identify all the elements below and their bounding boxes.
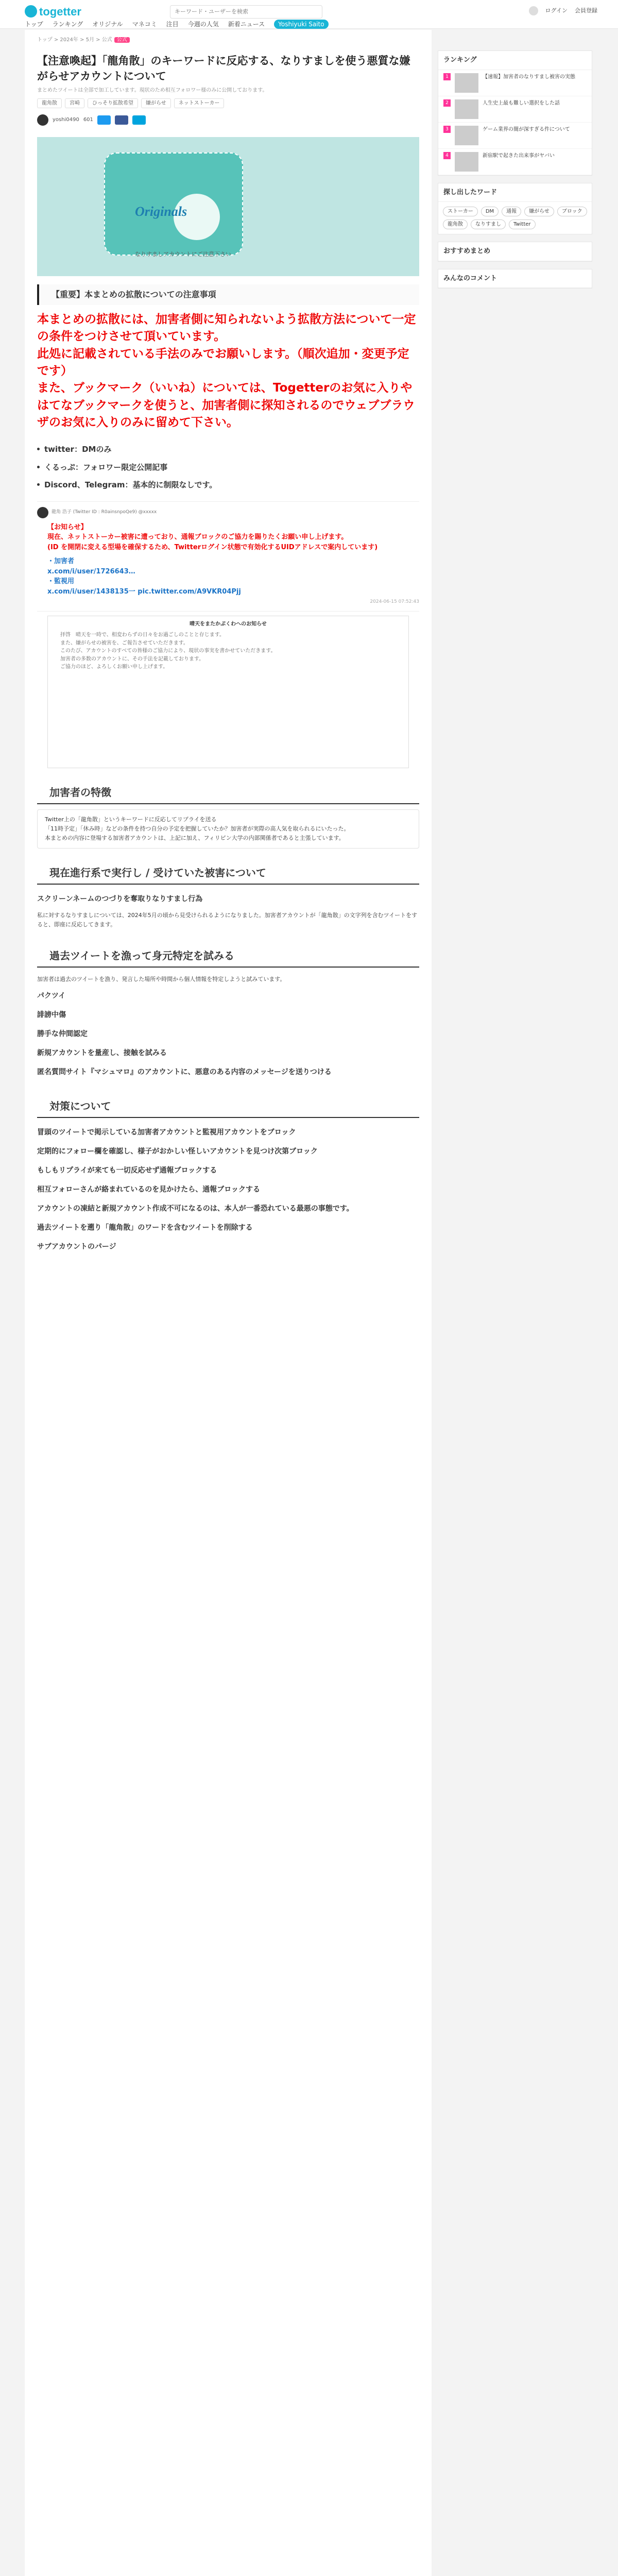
sub-heading: スクリーンネームのつづりを奪取りなりすまし行為 [37,895,203,904]
tweet-link-attacker[interactable]: ・加害者 x.com/i/user/1726643… [47,557,135,575]
main-nav [25,20,329,29]
sub-heading: 誹謗中傷 [37,1010,66,1019]
word-chip[interactable]: 嫌がらせ [524,207,554,216]
nav-item[interactable]: 注目 [166,21,179,28]
share-rules-list [25,437,432,497]
word-chip[interactable]: ブロック [557,207,587,216]
attacker-traits-box: Twitter上の「龍角散」というキーワードに反応してリプライを送る 「11時予定」「休み時」などの条件を持つ自分の予定を把握していたか？加害者が実際の高人気を取られるにいたった。 本まとめの内容に登場する加害者アカウントは、上記に加え、フィリピン大学の内部関係者であると主張しています。 [37,809,419,849]
nav-item[interactable]: マネコミ [132,21,157,28]
nav-item[interactable]: ランキング [52,21,83,28]
hero-image [37,137,419,276]
rank-number: 1 [443,73,451,80]
list-item: Discord、Telegram：基本的に制限なしです。 [37,476,419,494]
share-twitter-icon[interactable] [97,115,111,125]
ranking-title: ゲーム業界の闇が深すぎる件について [483,126,570,132]
sidebar-comments: みんなのコメント [438,269,592,289]
ranking-item[interactable] [438,70,592,96]
avatar[interactable] [37,507,48,518]
tag-chip[interactable]: ひっそり拡散希望 [88,98,138,108]
ranking-title: 新宿駅で起きた出来事がヤバい [483,152,555,159]
thumbnail [455,73,478,93]
list-item: くるっぷ：フォロワー限定公開記事 [37,459,419,477]
register-link[interactable]: 会員登録 [575,7,597,14]
search-input[interactable] [170,5,322,19]
hero-caption: なりすましアカウントにご注意下さい [135,250,231,258]
section-damage: 現在進行系で実行し / 受けていた被害について [37,858,419,885]
tag-chip[interactable]: 嫌がらせ [141,98,171,108]
bird-icon [25,5,37,18]
tag-chip[interactable]: ネットストーカー [174,98,225,108]
sidebar-words: 探し出したワード ストーカー DM 通報 嫌がらせ ブロック龍角散 なりすまし Twitter [438,183,592,235]
view-count: 601 [83,117,93,123]
login-link[interactable]: ログイン [545,7,568,14]
sidebar-ranking: ランキング 1 【速報】加害者のなりすまし被害の実態 2 人生史上最も難しい選択をした話 3 ゲーム業界の闇が深すぎる件について 4 新宿駅で起きた出来事がヤバい [438,50,592,176]
tag-chip[interactable]: 宮崎 [65,98,84,108]
sub-heading: パクツイ [37,991,66,1000]
sub-heading: 過去ツイートを遡り「龍角散」のワードを含むツイートを削除する [37,1223,253,1232]
section-attacker-traits: 加害者の特徴 [37,777,419,804]
list-item: twitter：DMのみ [37,440,419,459]
paragraph: 加害者は過去のツイートを漁り、発言した場所や時間から個人情報を特定しようと試みています。 [37,976,286,983]
thumbnail [455,99,478,119]
site-header [0,0,618,29]
ranking-title: 人生史上最も難しい選択をした話 [483,100,560,106]
sub-heading: 匿名質問サイト『マシュマロ』のアカウントに、悪意のある内容のメッセージを送りつける [37,1067,332,1076]
word-chip[interactable]: なりすまし [471,219,506,229]
rank-number: 3 [443,126,451,133]
nav-item[interactable]: オリジナル [92,21,123,28]
share-hatena-icon[interactable] [132,115,146,125]
article-main [25,30,432,2576]
sub-heading: 定期的にフォロー欄を確認し、様子がおかしい怪しいアカウントを見つけ次第ブロック [37,1147,318,1156]
tweet-date: 2024-06-15 07:52:43 [370,599,419,605]
thumbnail [455,126,478,145]
sub-heading: 勝手な仲間認定 [37,1029,88,1038]
avatar[interactable] [37,114,48,126]
thumbnail [455,152,478,172]
paragraph: 私に対するなりすましについては、2024年5月の頃から見受けられるようになりました。加害者アカウントが「龍角散」の文字列を含むツイートをすると、即座に反応してきます。 [37,912,418,928]
rank-number: 2 [443,99,451,107]
tweet-image: 晴天をまたかぷくわへのお知らせ 拝啓 晴天を一時で、相変わらずの日々をお過ごしのことと存じます。 また、嫌がらせの被害を、ご報告させていただきます。 このたび、アカウントのすべての皆様のご協力により、現状の事実を書かせていただきます。 加害者の多数のアカウントに、その手法を記載しております。 ご協力のほど、よろしくお願い申し上げます。 [47,616,409,768]
tag-list [25,94,432,112]
word-chip[interactable]: 通報 [502,207,521,216]
breadcrumb: トップ > 2024年 > 5月 > 公式 公式 [25,30,432,44]
official-tag: 公式 [114,37,130,43]
sub-heading: アカウントの凍結と新規アカウント作成不可になるのは、本人が一番恐れている最悪の事態です。 [37,1204,354,1213]
author-name[interactable]: yoshi0490 [53,117,79,123]
tweet-text: 【お知らせ】 現在、ネットストーカー被害に遭っており、通報ブロックのご協力を賜りたくお願い申し上げます。 (ID を開閉に変える型場を確保するため、Twitterログイン状態で有効化するUIDアドレスで案内しています) [47,523,378,551]
ranking-item[interactable] [438,149,592,175]
nav-item[interactable]: 今週の人気 [187,21,219,28]
header-actions [529,6,597,15]
share-facebook-icon[interactable] [115,115,128,125]
rank-number: 4 [443,152,451,159]
section-countermeasures: 対策について [37,1091,419,1118]
tweet-link-monitor[interactable]: ・監視用 x.com/i/user/1438135一 pic.twitter.com/A9VKR04Pjj [47,578,241,596]
nav-item[interactable]: Yoshiyuki Saito [274,20,328,29]
word-chip[interactable]: Twitter [509,219,536,229]
author-byline [25,112,432,129]
word-chip[interactable]: DM [481,207,499,216]
image-body-text: 拝啓 晴天を一時で、相変わらずの日々をお過ごしのことと存じます。 また、嫌がらせの被害を、ご報告させていただきます。 このたび、アカウントのすべての皆様のご協力により、現状の事実を書かせていただきます。 加害者の多数のアカウントに、その手法を記載しております。 ご協力のほど、よろしくお願い申し上げます。 [60,632,276,670]
section-doxxing: 過去ツイートを漁って身元特定を試みる [37,941,419,968]
ranking-title: 【速報】加害者のなりすまし被害の実態 [483,74,575,80]
bell-icon[interactable] [529,6,538,15]
notice-heading: 【重要】本まとめの拡散についての注意事項 [37,284,419,305]
pinned-tweet: 龍角 浩子 (Twitter ID : R0ainsnpoQe9) @xxxxx 【お知らせ】 現在、ネットストーカー被害に遭っており、通報ブロックのご協力を賜りたくお願い申し上げます。 (ID を開閉に変える型場を確保するため、Twitterログイン状態で有効化するUIDアドレスで案内しています) ・加害者 x.com/i/user/1726643… ・監視用 x.com/i/user/1438135一 pic.twitter.com/A9VKR04Pjj 2024-06-15 07:52:43 [37,501,419,612]
nav-item[interactable]: トップ [25,21,43,28]
sub-heading: もしもリプライが来ても一切反応せず通報ブロックする [37,1166,217,1175]
ranking-item[interactable] [438,123,592,149]
tag-chip[interactable]: 龍角散 [37,98,62,108]
ranking-item[interactable] [438,96,592,123]
sub-heading: 冒頭のツイートで掲示している加害者アカウントと監視用アカウントをブロック [37,1128,296,1137]
warning-text: 本まとめの拡散には、加害者側に知られないよう拡散方法について一定の条件をつけさせて頂いています。 此処に記載されている手法のみでお願いします。（順次追加・変更予定です） また、ブックマーク（いいね）については、Togetterのお気に入りやはてなブックマークを使うと、加害者側に探知されるのでウェブブラウザのお気に入りのみに留めて下さい。 [37,312,416,429]
word-chip[interactable]: ストーカー [443,207,478,216]
page-title: 【注意喚起】「龍角散」のキーワードに反応する、なりすましを使う悪質な嫌がらせアカウントについて [37,55,410,83]
sub-heading: サブアカウントのパージ [37,1242,116,1251]
togetter-logo[interactable]: togetter [25,4,81,19]
sub-heading: 相互フォローさんが絡まれているのを見かけたら、通報ブロックする [37,1185,261,1194]
word-chip[interactable]: 龍角散 [443,219,468,229]
hero-text: Originals [135,204,187,219]
sub-heading: 新規アカウントを量産し、接触を試みる [37,1048,167,1057]
article-description: まとめたツイートは全部で加工しています。現状のため相互フォロワー様のみに公開しております。 [37,87,268,93]
sidebar [438,50,592,296]
sidebar-featured: おすすめまとめ [438,242,592,262]
nav-item[interactable]: 新着ニュース [228,21,265,28]
